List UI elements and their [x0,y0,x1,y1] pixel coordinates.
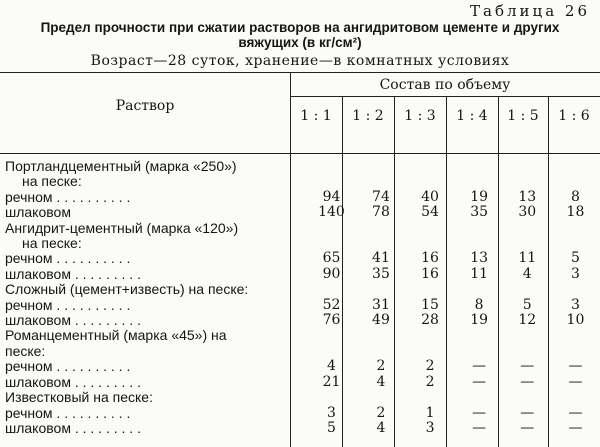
row-label: шлаковом . . . . . . . . . [5,374,141,390]
empty-cell [405,390,454,405]
empty-cell [356,174,405,189]
value-cell: 65 [322,251,341,267]
empty-cell [504,344,551,359]
table-row [0,313,600,328]
column-header-composition: Состав по объему [379,77,511,93]
value-cell: 2 [425,374,435,390]
empty-cell [504,390,551,405]
value-cell: 40 [421,189,439,205]
empty-cell [405,344,454,359]
value-cell: 49 [372,313,390,329]
empty-cell [455,159,504,174]
empty-cell [504,174,551,189]
empty-cell [405,282,454,297]
empty-cell [356,221,405,236]
ratio-header: 1 : 3 [404,108,436,124]
empty-cell [307,236,357,251]
empty-cell [405,236,454,251]
table-title-line-2: вяжущих (в кг/см²) [238,35,362,50]
value-cell: 35 [372,266,390,282]
value-cell: — [472,359,487,375]
value-cell: 140 [318,205,345,221]
value-cell: 5 [570,251,580,267]
row-label: шлаковом . . . . . . . . . [5,313,141,329]
value-cell: 4 [327,359,336,375]
header-bottom-rule [0,153,600,154]
group-label: песке: [5,343,46,359]
value-cell: 11 [470,266,489,282]
value-cell: 31 [372,297,390,313]
value-cell: 52 [322,297,341,313]
value-cell: — [520,405,535,421]
table-row [0,205,600,220]
value-cell: 18 [566,205,585,221]
empty-cell [551,159,600,174]
group-row [0,159,600,174]
table-title [0,20,600,50]
table-row [0,267,600,282]
value-cell: 10 [566,313,585,329]
value-cell: 5 [522,297,532,313]
empty-cell [455,328,504,343]
empty-cell [455,236,504,251]
group-label: Ангидрит-цементный (марка «120») [5,220,239,236]
empty-cell [551,221,600,236]
group-row [0,236,600,251]
group-row [0,174,600,189]
value-cell: 4 [522,266,532,282]
value-cell: 8 [570,189,580,205]
table-row [0,406,600,421]
table-conditions: Возраст—28 суток, хранение—в комнатных условиях [90,53,510,69]
table-row [0,359,600,374]
table-row [0,375,600,390]
group-row [0,390,600,405]
value-cell: 3 [570,297,580,313]
value-cell: 74 [372,189,390,205]
value-cell: 3 [327,405,336,421]
ratio-header: 1 : 6 [558,108,590,124]
strength-table [0,159,600,436]
empty-cell [356,282,405,297]
empty-cell [551,344,600,359]
group-label: на песке: [22,174,82,190]
empty-cell [455,282,504,297]
value-cell: 19 [470,313,489,329]
row-label: речном . . . . . . . . . . [5,405,131,421]
value-cell: 3 [570,266,580,282]
value-cell: 21 [322,374,341,390]
value-cell: 3 [425,420,435,436]
value-cell: — [520,359,535,375]
value-cell: — [520,420,535,436]
composition-rule [290,96,600,97]
value-cell: 35 [470,205,489,221]
empty-cell [504,221,551,236]
value-cell: — [472,420,487,436]
group-row [0,282,600,297]
value-cell: 4 [376,374,386,390]
value-cell: 16 [421,266,439,282]
header-top-rule [0,72,600,73]
group-label: Известковый на песке: [5,390,153,406]
empty-cell [504,159,551,174]
value-cell: 11 [518,251,537,267]
row-label: речном . . . . . . . . . . [5,297,131,313]
value-cell: — [568,359,583,375]
empty-cell [356,159,405,174]
value-cell: 1 [425,405,435,421]
column-header-mortar: Раствор [115,98,175,114]
value-cell: 2 [376,405,386,421]
empty-cell [455,344,504,359]
value-cell: 54 [421,205,439,221]
table-row [0,251,600,266]
empty-cell [405,221,454,236]
group-row [0,221,600,236]
empty-cell [356,390,405,405]
ratio-header: 1 : 2 [352,108,384,124]
row-label: речном . . . . . . . . . . [5,189,131,205]
value-cell: 28 [421,313,439,329]
empty-cell [307,282,357,297]
row-label: шлаковом . . . . . . . . . [5,266,141,282]
row-label: речном . . . . . . . . . . [5,359,131,375]
row-label: шлаковом [5,205,71,221]
ratio-header: 1 : 5 [507,108,539,124]
value-cell: — [472,405,487,421]
value-cell: 4 [376,420,386,436]
row-label: шлаковом . . . . . . . . . [5,420,141,436]
empty-cell [504,236,551,251]
empty-cell [307,390,357,405]
table-number: Таблица 26 [470,2,590,20]
ratio-header: 1 : 1 [300,108,332,124]
value-cell: 19 [470,189,489,205]
empty-cell [356,236,405,251]
value-cell: — [568,405,583,421]
value-cell: 16 [421,251,439,267]
empty-cell [405,159,454,174]
empty-cell [405,174,454,189]
value-cell: 90 [322,266,341,282]
group-label: на песке: [22,236,82,252]
value-cell: 8 [474,297,484,313]
ratio-header: 1 : 4 [456,108,488,124]
value-cell: 13 [470,251,489,267]
value-cell: 2 [376,359,386,375]
empty-cell [455,390,504,405]
value-cell: 78 [372,205,390,221]
value-cell: — [568,374,583,390]
empty-cell [307,344,357,359]
group-row [0,328,600,343]
empty-cell [307,174,357,189]
value-cell: 13 [518,189,537,205]
empty-cell [455,174,504,189]
value-cell: 41 [372,251,390,267]
group-label: Портландцементный (марка «250») [5,159,237,174]
empty-cell [551,236,600,251]
empty-cell [307,221,357,236]
value-cell: — [568,420,583,436]
empty-cell [504,328,551,343]
empty-cell [551,282,600,297]
empty-cell [551,328,600,343]
table-row [0,421,600,436]
table-title-line-1: Предел прочности при сжатии растворов на ангидритовом цементе и других [40,20,560,35]
value-cell: 12 [518,313,537,329]
empty-cell [405,328,454,343]
empty-cell [307,328,357,343]
value-cell: 30 [518,205,537,221]
empty-cell [551,174,600,189]
value-cell: 5 [327,420,336,436]
group-label: Сложный (цемент+известь) на песке: [5,282,249,298]
value-cell: 15 [421,297,439,313]
empty-cell [307,159,357,174]
table-row [0,190,600,205]
group-row [0,344,600,359]
empty-cell [356,328,405,343]
table-body [0,159,600,436]
group-label: Романцементный (марка «45») на [5,328,227,344]
row-label: речном . . . . . . . . . . [5,251,131,267]
value-cell: — [520,374,535,390]
value-cell: 2 [425,359,435,375]
empty-cell [455,221,504,236]
empty-cell [504,282,551,297]
table-row [0,298,600,313]
value-cell: 94 [322,189,341,205]
value-cell: — [472,374,487,390]
empty-cell [356,344,405,359]
value-cell: 76 [322,313,341,329]
empty-cell [551,390,600,405]
